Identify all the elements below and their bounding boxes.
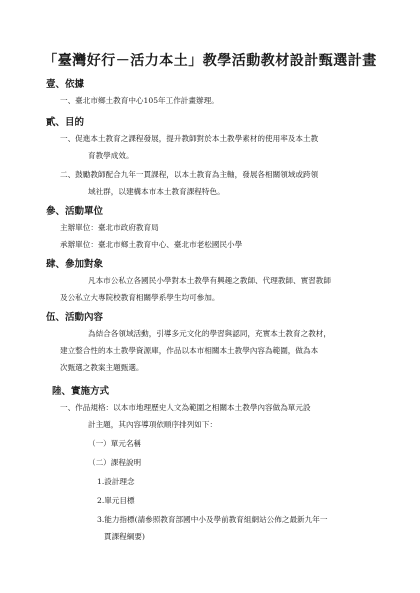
- participants-line-1: 凡本市公私立各國民小學對本土教學有興趣之教師、代理教師、實習教師: [88, 276, 331, 285]
- purpose-item-2-line-1: 二、鼓勵教師配合九年一貫課程，以本土教育為主軸，發展各相關領域或跨領: [60, 170, 319, 179]
- organizer-line: 主辦單位：臺北市政府教育局: [60, 223, 159, 232]
- purpose-item-2-line-2: 域社群，以建構本市本土教育課程特色。: [88, 187, 225, 196]
- section-heading-content: 伍、活動內容: [46, 312, 104, 323]
- subitem-ability-indicators-line-1: 3.能力指標(請參照教育部國中小及學前教育組網站公佈之最新九年一: [97, 515, 328, 524]
- purpose-item-1-line-1: 一、促進本土教育之課程發展，提升教師對於本土教學素材的使用率及本土教: [60, 134, 319, 143]
- content-line-3: 次甄選之教案主題甄選。: [60, 363, 144, 372]
- subitem-ability-indicators-line-2: 貫課程綱要): [104, 532, 145, 541]
- subitem-design-concept: 1.設計理念: [97, 477, 135, 486]
- section-heading-units: 參、活動單位: [46, 206, 104, 217]
- subitem-unit-name: （一）單元名稱: [88, 439, 142, 448]
- subitem-course-description: （二）課程說明: [88, 458, 142, 467]
- implementation-item-1-line-1: 一、作品規格：以本市地理歷史人文為範圍之相關本土教學內容做為單元設: [60, 403, 311, 412]
- content-line-2: 建立整合性的本土教學資源庫，作品以本市相關本土教學內容為範圍，做為本: [60, 346, 319, 355]
- subitem-unit-goals: 2.單元目標: [97, 496, 135, 505]
- co-organizer-line: 承辦單位：臺北市鄉土教育中心、臺北市老松國民小學: [60, 240, 243, 249]
- basis-item-1: 一、臺北市鄉土教育中心105年工作計畫辦理。: [60, 96, 219, 105]
- document-title: 「臺灣好行－活力本土」教學活動教材設計甄選計畫: [43, 53, 377, 69]
- purpose-item-1-line-2: 育教學成效。: [88, 151, 134, 160]
- content-line-1: 為結合各領域活動，引導多元文化的學習與認同，充實本土教育之教材，: [88, 329, 331, 338]
- implementation-item-1-line-2: 計主題，其內容導項依順序排列如下：: [88, 420, 218, 429]
- section-heading-implementation: 陸、實施方式: [52, 386, 110, 397]
- participants-line-2: 及公私立大專院校教育相關學系學生均可參加。: [60, 293, 220, 302]
- section-heading-purpose: 貳、目的: [46, 117, 85, 128]
- section-heading-participants: 肆、參加對象: [46, 259, 104, 270]
- section-heading-basis: 壹、依據: [46, 79, 85, 90]
